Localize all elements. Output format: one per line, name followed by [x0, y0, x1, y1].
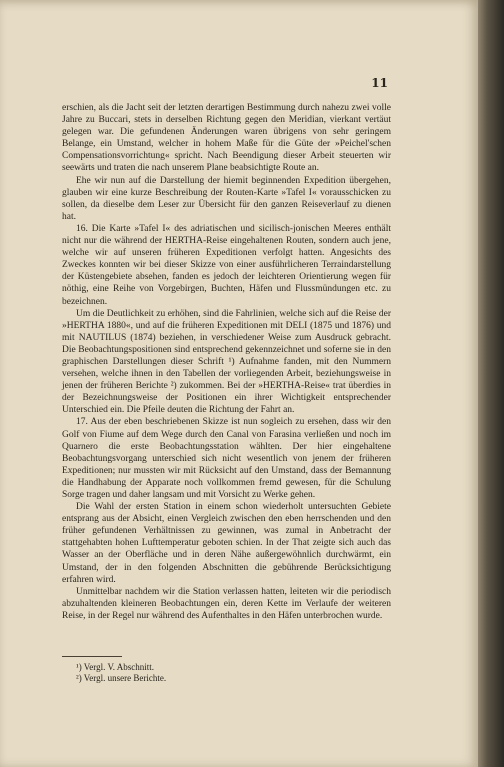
footnote-divider	[62, 656, 122, 657]
paragraph: Ehe wir nun auf die Darstellung der hiemit beginnenden Expedition übergehen, glauben wir eine kurze Beschreibung der Routen-Karte »Tafel I« vorausschicken zu sollen, da dieselbe dem Leser zur Übersicht für den ganzen Reiseverlauf zu dienen hat.	[62, 175, 391, 222]
paragraph: Die Wahl der ersten Station in einem schon wiederholt untersuchten Gebiete entsprang aus der Absicht, einen Vergleich zwischen den eben herrschenden und den früher gefundenen Verhältnissen zu gewinnen, was zumal in Anbetracht der stattgehabten hohen Lufttemperatur geboten schien. In der That zeigte sich auch das Wasser an der Oberfläche und in deren Nähe außergewöhnlich durchwärmt, ein Umstand, der in den folgenden Abschnitten die gebührende Berücksichtigung erfahren wird.	[62, 502, 391, 585]
paragraph: 17. Aus der eben beschriebenen Skizze ist nun sogleich zu ersehen, dass wir den Golf von Fiume auf dem Wege durch den Canal von Farasina verließen und noch im Quarnero die erste Beobachtungsstation wählten. Der hier eingehaltene Beobachtungsvorgang unterschied sich nicht wesentlich von jenem der früheren Expeditionen; nur mussten wir mit Rücksicht auf den Umstand, dass der Bemannung die Handhabung der Apparate noch vollkommen fremd gewesen, für die Schulung Sorge tragen und daher langsam und mit Vorsicht zu Werke gehen.	[62, 417, 391, 500]
footnote: ¹) Vergl. V. Abschnitt.	[76, 662, 155, 672]
paragraph: Um die Deutlichkeit zu erhöhen, sind die Fahrlinien, welche sich auf die Reise der »HERTHA 1880«, und auf die früheren Expeditionen mit DELI (1875 und 1876) und mit NAUTILUS (1874) beziehen, in verschiedener Weise zum Ausdruck gebracht. Die Beobachtungspositionen sind entsprechend gekennzeichnet und soferne sie in den graphischen Darstellungen dieser Schrift ¹) Aufnahme fanden, mit den Nummern versehen, welche ihnen in den Tabellen der vorliegenden Arbeit, beziehungsweise in jenen der früheren Berichte ²) zukommen. Bei der »HERTHA-Reise« trat überdies in der Bezeichnungsweise der Positionen ein ihrer Wichtigkeit entsprechender Unterschied ein. Die Pfeile deuten die Richtung der Fahrt an.	[62, 308, 391, 416]
page-number: 11	[371, 76, 388, 90]
paragraph: erschien, als die Jacht seit der letzten derartigen Bestimmung durch nahezu zwei volle Jahre zu Buccari, stets in derselben Richtung gegen den Meridian, vierkant vertäut gelegen war. Die gefundenen Änderungen waren übrigens von sehr geringem Belange, ein Umstand, welcher in hohem Maße für die Güte der »Peichel'schen Compensationsvorrichtung« spricht. Nach Beendigung dieser Arbeit steuerten wir seewärts und traten die nach unserem Plane beabsichtigte Route an.	[62, 103, 391, 174]
page-edge	[478, 0, 504, 767]
footnote: ²) Vergl. unsere Berichte.	[76, 673, 167, 683]
body-text	[62, 102, 391, 622]
paragraph: Unmittelbar nachdem wir die Station verlassen hatten, leiteten wir die periodisch abzuhaltenden kleineren Beobachtungen ein, deren Kette im Verlaufe der weiteren Reise, in der Regel nur während des Aufenthaltes in den Häfen unterbrochen wurde.	[62, 586, 391, 621]
paragraph: 16. Die Karte »Tafel I« des adriatischen und sicilisch-jonischen Meeres enthält nicht nur die während der HERTHA-Reise eingehaltenen Routen, sondern auch jene, welche wir auf unseren früheren Expeditionen verfolgt hatten. Angesichts des Zweckes konnten wir bei dieser Skizze von einer ausführlicheren Terraindarstellung der Küstengebiete absehen, fanden es jedoch der leichteren Orientierung wegen für nöthig, eine Reihe von Vorgebirgen, Buchten, Häfen und Flussmündungen etc. zu bezeichnen.	[62, 223, 391, 307]
footnotes	[76, 662, 376, 684]
